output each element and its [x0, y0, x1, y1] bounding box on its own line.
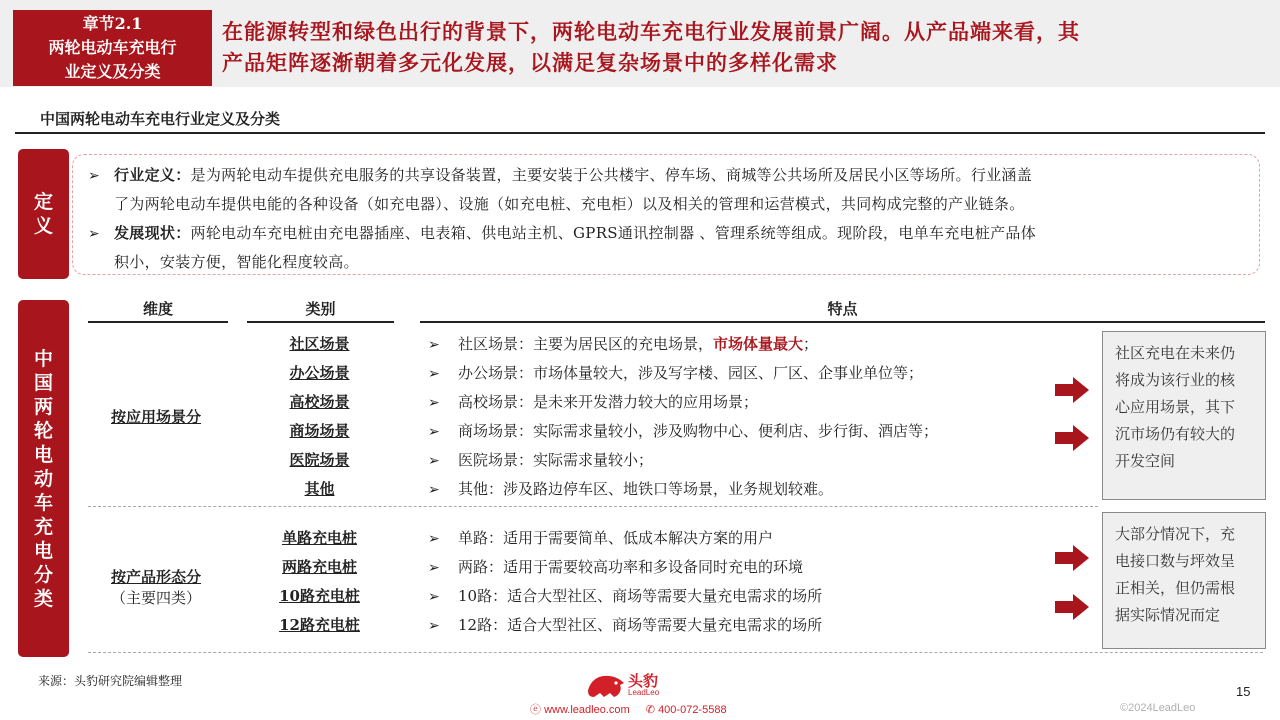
definition-heading: 行业定义： [114, 166, 191, 184]
column-header-category: 类别 [305, 300, 336, 318]
definition-item-1-line-1: ➢ 行业定义：是为两轮电动车提供充电服务的共享设备装置，主要安装于公共楼宇、停车场、商城等公共场所及居民小区等场所。行业涵盖 [88, 166, 1033, 184]
feature-item: ➢ 10路：适合大型社区、商场等需要大量充电需求的场所 [428, 587, 823, 605]
definition-label-char: 定 [33, 191, 53, 213]
chapter-number: 章节2.1 [82, 14, 143, 33]
classification-label-char: 电 [33, 539, 53, 562]
category-item: 其他 [304, 480, 335, 498]
red-arrow-icon [1055, 425, 1089, 451]
logo-subtitle: LeadLeo [628, 688, 660, 697]
classification-label-char: 轮 [33, 419, 53, 442]
category-item: 10路充电桩 [279, 587, 360, 605]
website-link[interactable]: www.leadleo.com [544, 704, 630, 716]
category-item: 办公场景 [289, 364, 350, 382]
definition-label [18, 149, 69, 279]
feature-item: ➢ 商场场景：实际需求量较小，涉及购物中心、便利店、步行街、酒店等； [428, 422, 939, 440]
bullet-arrow-icon: ➢ [428, 337, 440, 353]
category-item: 两路充电桩 [281, 558, 357, 576]
bullet-arrow-icon: ➢ [428, 589, 440, 605]
dimension-product-form: 按产品形态分 [110, 568, 201, 586]
phone-icon: ✆ [645, 704, 655, 716]
bullet-arrow-icon: ➢ [88, 226, 101, 242]
feature-item: ➢ 其他：涉及路边停车区、地铁口等场景，业务规划较难。 [428, 480, 834, 498]
definition-label-char: 义 [33, 215, 53, 237]
category-item: 高校场景 [289, 393, 350, 411]
headline-line-2: 产品矩阵逐渐朝着多元化发展，以满足复杂场景中的多样化需求 [222, 50, 838, 75]
classification-label-char: 中 [33, 347, 53, 370]
feature-item: ➢ 医院场景：实际需求量较小； [428, 451, 654, 469]
page-number: 15 [1236, 684, 1251, 699]
bullet-arrow-icon: ➢ [428, 618, 440, 634]
bullet-arrow-icon: ➢ [428, 560, 440, 576]
definition-item-2-line-2: 积小，安装方便，智能化程度较高。 [114, 253, 359, 271]
bullet-arrow-icon: ➢ [88, 168, 101, 184]
column-header-dimension: 维度 [142, 300, 173, 318]
bottom-divider [88, 652, 1263, 653]
classification-label [18, 300, 69, 657]
column-rule [247, 321, 394, 323]
category-item: 12路充电桩 [279, 616, 360, 634]
chapter-box [13, 10, 212, 86]
feature-item: ➢ 社区场景：主要为居民区的充电场景，市场体量最大； [428, 335, 819, 353]
classification-label-char: 类 [33, 587, 53, 610]
definition-item-2-line-1: ➢ 发展现状：两轮电动车充电桩由充电器插座、电表箱、供电站主机、GPRS通讯控制器 、管理系统等组成。现阶段，电单车充电桩产品体 [88, 224, 1037, 242]
bullet-arrow-icon: ➢ [428, 395, 440, 411]
leopard-logo-icon [586, 667, 626, 701]
feature-item: ➢ 两路：适用于需要较高功率和多设备同时充电的环境 [428, 558, 804, 576]
category-item: 医院场景 [289, 451, 350, 469]
chapter-title-line-1: 两轮电动车充电行 [48, 38, 177, 57]
bullet-arrow-icon: ➢ [428, 531, 440, 547]
phone-number: 400-072-5588 [658, 704, 727, 716]
category-item: 社区场景 [289, 335, 350, 353]
headline [222, 16, 1272, 78]
feature-item: ➢ 12路：适合大型社区、商场等需要大量充电需求的场所 [428, 616, 823, 634]
source-note: 来源：头豹研究院编辑整理 [38, 674, 183, 688]
classification-label-char: 车 [33, 491, 53, 514]
classification-label-char: 电 [33, 443, 53, 466]
classification-label-char: 充 [33, 515, 53, 538]
feature-item: ➢ 高校场景：是未来开发潜力较大的应用场景； [428, 393, 759, 411]
web-icon: ⓔ [530, 704, 541, 716]
feature-item: ➢ 单路：适用于需要简单、低成本解决方案的用户 [428, 529, 774, 547]
note-box-product-form: 大部分情况下，充 电接口数与坪效呈 正相关，但仍需根 据实际情况而定 [1102, 512, 1266, 649]
section-title: 中国两轮电动车充电行业定义及分类 [40, 110, 281, 128]
column-rule [88, 321, 228, 323]
bullet-arrow-icon: ➢ [428, 424, 440, 440]
bullet-arrow-icon: ➢ [428, 453, 440, 469]
red-arrow-icon [1055, 594, 1089, 620]
footer-contact [530, 701, 727, 717]
bullet-arrow-icon: ➢ [428, 366, 440, 382]
copyright: ©2024LeadLeo [1120, 702, 1196, 714]
category-item: 单路充电桩 [281, 529, 357, 547]
definition-item-1-line-2: 了为两轮电动车提供电能的各种设备（如充电器）、设施（如充电桩、充电柜）以及相关的管理和运营模式，共同构成完整的产业链条。 [114, 195, 1025, 213]
chapter-title-line-2: 业定义及分类 [64, 62, 161, 81]
note-box-application: 社区充电在未来仍 将成为该行业的核 心应用场景，其下 沉市场仍有较大的 开发空间 [1102, 331, 1266, 500]
logo-name: 头豹 [628, 672, 659, 690]
dimension-application: 按应用场景分 [110, 408, 201, 426]
classification-label-char: 国 [33, 371, 53, 394]
column-rule [420, 321, 1265, 323]
classification-label-char: 分 [33, 563, 53, 586]
category-item: 商场场景 [289, 422, 350, 440]
bullet-arrow-icon: ➢ [428, 482, 440, 498]
section-divider [15, 132, 1265, 134]
definition-heading: 发展现状： [114, 224, 191, 242]
red-arrow-icon [1055, 545, 1089, 571]
group-separator [88, 506, 1098, 507]
feature-item: ➢ 办公场景：市场体量较大，涉及写字楼、园区、厂区、企事业单位等； [428, 364, 924, 382]
column-header-feature: 特点 [827, 300, 858, 318]
red-arrow-icon [1055, 377, 1089, 403]
classification-label-char: 两 [33, 395, 53, 418]
highlight-text: 市场体量最大 [713, 335, 804, 353]
headline-line-1: 在能源转型和绿色出行的背景下，两轮电动车充电行业发展前景广阔。从产品端来看，其 [222, 19, 1080, 44]
dimension-subtitle: （主要四类） [110, 589, 201, 607]
classification-label-char: 动 [33, 467, 53, 490]
